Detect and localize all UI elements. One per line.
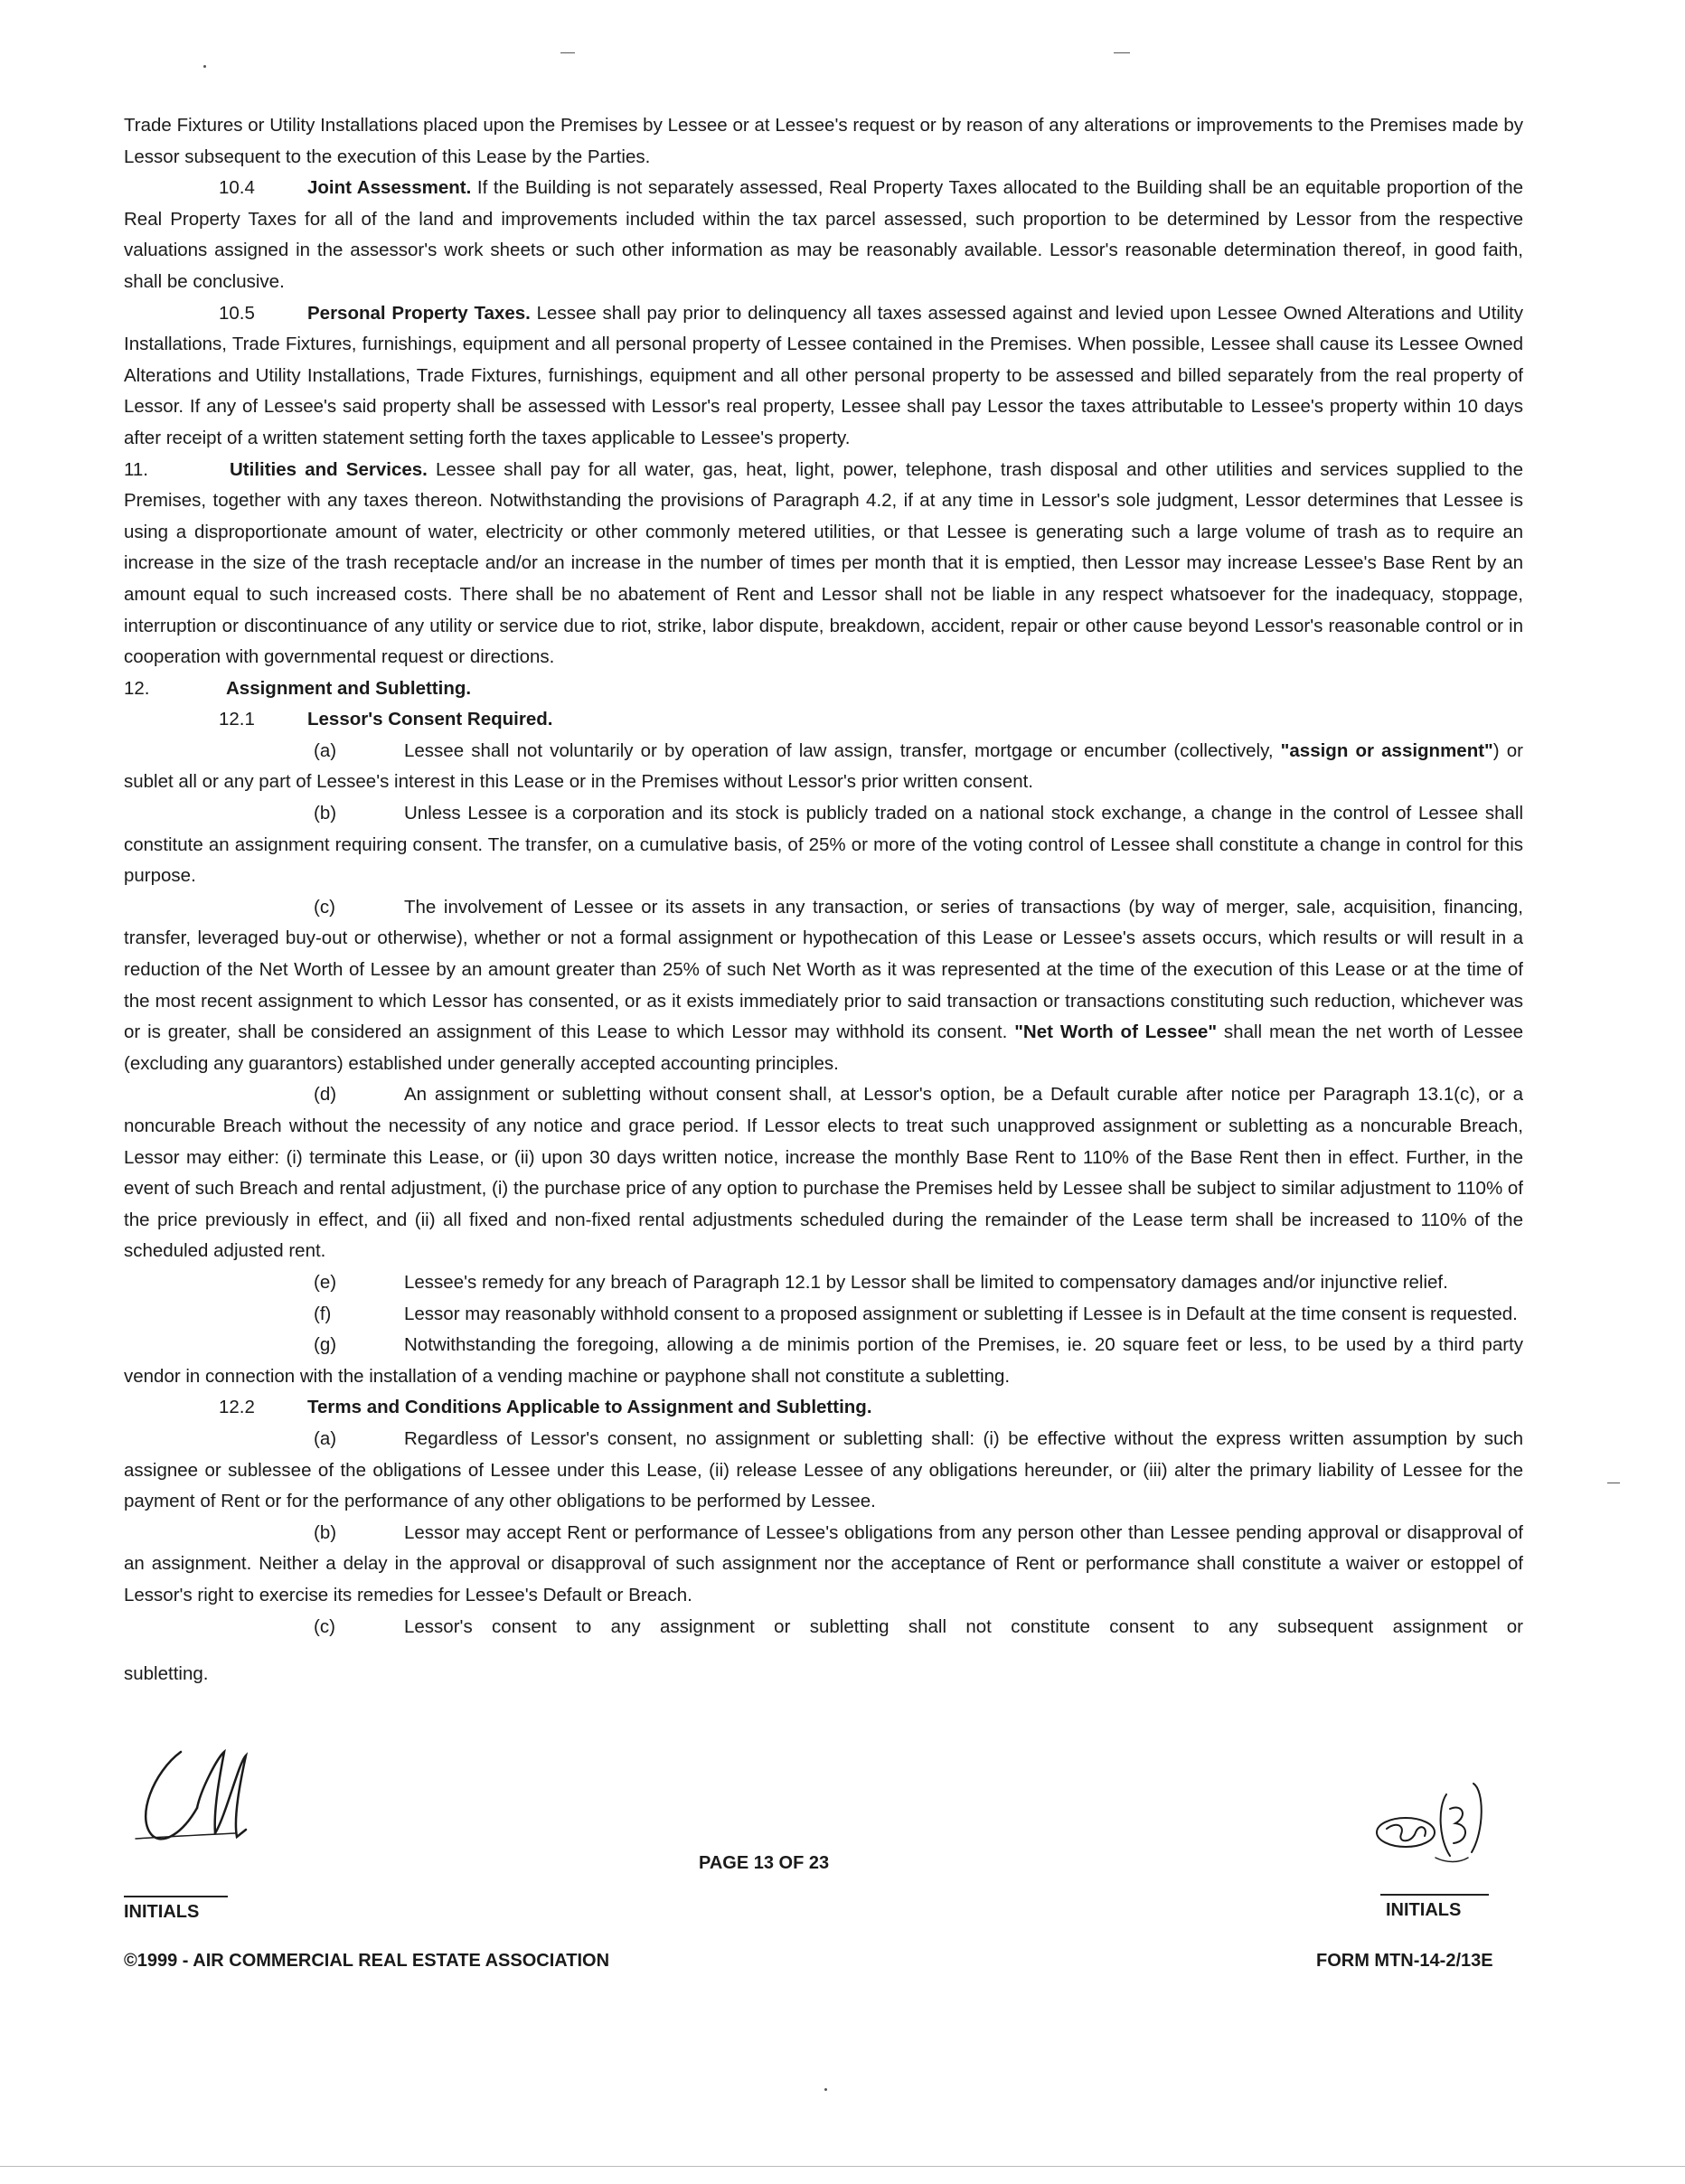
item-12-2-a — [124, 1424, 1523, 1518]
scan-speck — [824, 2088, 827, 2091]
section-number: 12. — [124, 677, 150, 699]
section-number: 10.4 — [219, 177, 255, 199]
item-label: (g) — [314, 1334, 337, 1356]
item-12-2-c — [124, 1612, 1523, 1643]
item-label: (e) — [314, 1271, 337, 1293]
item-text-after: shall mean the net worth of Lessee (excluding any guarantors) established under generally accepted accounting principles. — [124, 1021, 1524, 1074]
item-text: Lessor may accept Rent or performance of Lessee's obligations from any person other than Lessee pending approval or disapproval of an assignment. Neither a delay in the approval or disapproval of such assignment nor the acceptance of Rent or performance shall constitute a waiver or estoppel of Lessor's right to exercise its remedies for Lessee's Default or Breach. — [124, 1521, 1523, 1605]
section-number: 12.1 — [219, 709, 255, 730]
section-10-4 — [124, 173, 1523, 297]
section-12 — [124, 673, 1523, 705]
item-text-before: The involvement of Lessee or its assets in any transaction, or series of transactions (by way of merger, sale, acquisition, financing, transfer, leveraged buy-out or otherwise), whether or not a formal assignment or hypothecation of this Lease or Lessee's assets occurs, which results or will result in a reduction of the Net Worth of Lessee by an amount greater than 25% of such Net Worth as it was represented at the time of the execution of this Lease or at the time of the most recent assignment to which Lessor has consented, or as it exists immediately prior to said transaction or transactions constituting such reduction, whichever was or is greater, shall be considered an assignment of this Lease to which Lessor may withhold its consent. — [124, 896, 1523, 1043]
item-label: (a) — [314, 739, 337, 761]
item-defined-term: "Net Worth of Lessee" — [1014, 1021, 1218, 1043]
item-label: (a) — [314, 1427, 337, 1449]
section-11 — [124, 455, 1523, 673]
lease-body — [124, 110, 1523, 1690]
section-text: Lessee shall pay prior to delinquency all taxes assessed against and levied upon Lessee Owned Alterations and Utility Installations, Trade Fixtures, furnishings, equipment and all personal property of Lessee contained in the Premises. When possible, Lessee shall cause its Lessee Owned Alterations and Utility Installations, Trade Fixtures, furnishings, equipment and all other personal property to be assessed and billed separately from the real property of Lessor. If any of Lessee's said property shall be assessed with Lessor's real property, Lessee shall pay Lessor the taxes attributable to Lessee's property within 10 days after receipt of a written statement setting forth the taxes applicable to Lessee's property. — [124, 302, 1523, 448]
section-title: Terms and Conditions Applicable to Assignment and Subletting. — [307, 1397, 872, 1418]
item-label: (f) — [314, 1303, 332, 1324]
initials-line-left — [124, 1896, 228, 1897]
item-text: Regardless of Lessor's consent, no assignment or subletting shall: (i) be effective without the express written assumption by such assignee or sublessee of the obligations of Lessee under this Lease, (ii) release Lessee of any obligations hereunder, or (iii) alter the primary liability of Lessee for the payment of Rent or for the performance of any other obligations to be performed by Lessee. — [124, 1427, 1523, 1512]
scan-speck — [203, 65, 206, 68]
item-label: (d) — [314, 1084, 337, 1106]
item-12-1-b — [124, 798, 1523, 892]
page-number: PAGE 13 OF 23 — [699, 1853, 830, 1873]
section-number: 11. — [124, 458, 148, 480]
item-12-1-e — [124, 1267, 1523, 1299]
item-text: Lessor may reasonably withhold consent to a proposed assignment or subletting if Lessee is in Default at the time consent is requested. — [404, 1303, 1518, 1324]
item-text: Unless Lessee is a corporation and its stock is publicly traded on a national stock exchange, a change in the control of Lessee shall constitute an assignment requiring consent. The transfer, on a cumulative basis, of 25% or more of the voting control of Lessee shall constitute a change in control for this purpose. — [124, 803, 1523, 887]
form-number: FORM MTN-14-2/13E — [1316, 1951, 1493, 1971]
item-12-2-b — [124, 1518, 1523, 1612]
signature-right-initials — [1356, 1776, 1501, 1876]
item-text: Lessee's remedy for any breach of Paragraph 12.1 by Lessor shall be limited to compensatory damages and/or injunctive relief. — [404, 1271, 1448, 1293]
continuation-text: Trade Fixtures or Utility Installations placed upon the Premises by Lessee or at Lessee's request or by reason of any alterations or improvements to the Premises made by Lessor subsequent to the execution of this Lease by the Parties. — [124, 115, 1523, 167]
section-text: Lessee shall pay for all water, gas, heat, light, power, telephone, trash disposal and other utilities and services supplied to the Premises, together with any taxes thereon. Notwithstanding the provisions of Paragraph 4.2, if at any time in Lessor's sole judgment, Lessor determines that Lessee is using a disproportionate amount of water, electricity or other commonly metered utilities, or that Lessee is generating such a large volume of trash as to require an increase in the size of the trash receptacle and/or an increase in the number of times per month that it is emptied, then Lessor may increase Lessee's Base Rent by an amount equal to such increased costs. There shall be no abatement of Rent and Lessor shall not be liable in any respect whatsoever for the inadequacy, stoppage, interruption or discontinuance of any utility or service due to riot, strike, labor dispute, breakdown, accident, repair or other cause beyond Lessor's reasonable control or in cooperation with governmental request or directions. — [124, 458, 1523, 668]
item-defined-term: "assign or assignment" — [1280, 739, 1493, 761]
section-12-1 — [124, 704, 1523, 736]
section-number: 10.5 — [219, 302, 255, 324]
scan-speck — [560, 52, 575, 53]
section-12-2 — [124, 1392, 1523, 1424]
item-label: (b) — [314, 1521, 337, 1543]
section-title: Lessor's Consent Required. — [307, 709, 553, 730]
item-label: (c) — [314, 1615, 335, 1637]
item-label: (b) — [314, 803, 337, 824]
section-10-5 — [124, 298, 1523, 455]
copyright-notice: ©1999 - AIR COMMERCIAL REAL ESTATE ASSOCIATION — [124, 1951, 610, 1971]
section-title: Joint Assessment. — [307, 177, 472, 199]
item-text: Lessor's consent to any assignment or subletting shall not constitute consent to any subsequent assignment or — [404, 1615, 1523, 1637]
item-text-after: ) or sublet all or any part of Lessee's interest in this Lease or in the Premises without Lessor's prior written consent. — [124, 739, 1523, 793]
item-text: Notwithstanding the foregoing, allowing a de minimis portion of the Premises, ie. 20 square feet or less, to be used by a third party vendor in connection with the installation of a vending machine or payphone shall not constitute a subletting. — [124, 1334, 1523, 1387]
initials-label-right: INITIALS — [1386, 1900, 1462, 1920]
signature-left-initials — [127, 1736, 262, 1871]
item-12-1-c — [124, 892, 1523, 1080]
item-12-1-a — [124, 736, 1523, 798]
item-text-before: Lessee shall not voluntarily or by operation of law assign, transfer, mortgage or encumber (collectively, — [404, 739, 1281, 761]
item-label: (c) — [314, 896, 335, 918]
item-12-1-d — [124, 1079, 1523, 1267]
section-title: Assignment and Subletting. — [226, 677, 472, 699]
scan-speck — [1114, 52, 1130, 53]
item-12-1-f — [124, 1299, 1523, 1331]
section-text: If the Building is not separately assessed, Real Property Taxes allocated to the Building shall be an equitable proportion of the Real Property Taxes for all of the land and improvements included within the tax parcel assessed, such proportion to be determined by Lessor from the respective valuations assigned in the assessor's work sheets or such other information as may be reasonably available. Lessor's reasonable determination thereof, in good faith, shall be conclusive. — [124, 177, 1523, 292]
initials-line-right — [1380, 1894, 1489, 1896]
paragraph-continuation — [124, 110, 1523, 173]
section-number: 12.2 — [219, 1397, 255, 1418]
scan-speck — [0, 2166, 1685, 2167]
continuation-word — [124, 1659, 1523, 1690]
section-title: Utilities and Services. — [230, 458, 428, 480]
item-text: An assignment or subletting without consent shall, at Lessor's option, be a Default curable after notice per Paragraph 13.1(c), or a noncurable Breach without the necessity of any notice and grace period. If Lessor elects to treat such unapproved assignment or subletting as a noncurable Breach, Lessor may either: (i) terminate this Lease, or (ii) upon 30 days written notice, increase the monthly Base Rent to 110% of the Base Rent then in effect. Further, in the event of such Breach and rental adjustment, (i) the purchase price of any option to purchase the Premises held by Lessee shall be subject to similar adjustment to 110% of the price previously in effect, and (ii) all fixed and non-fixed rental adjustments scheduled during the remainder of the Lease term shall be increased to 110% of the scheduled adjusted rent. — [124, 1084, 1523, 1262]
item-12-1-g — [124, 1330, 1523, 1392]
initials-label-left: INITIALS — [124, 1902, 200, 1922]
section-title: Personal Property Taxes. — [307, 302, 531, 324]
continuation-text: subletting. — [124, 1663, 209, 1685]
